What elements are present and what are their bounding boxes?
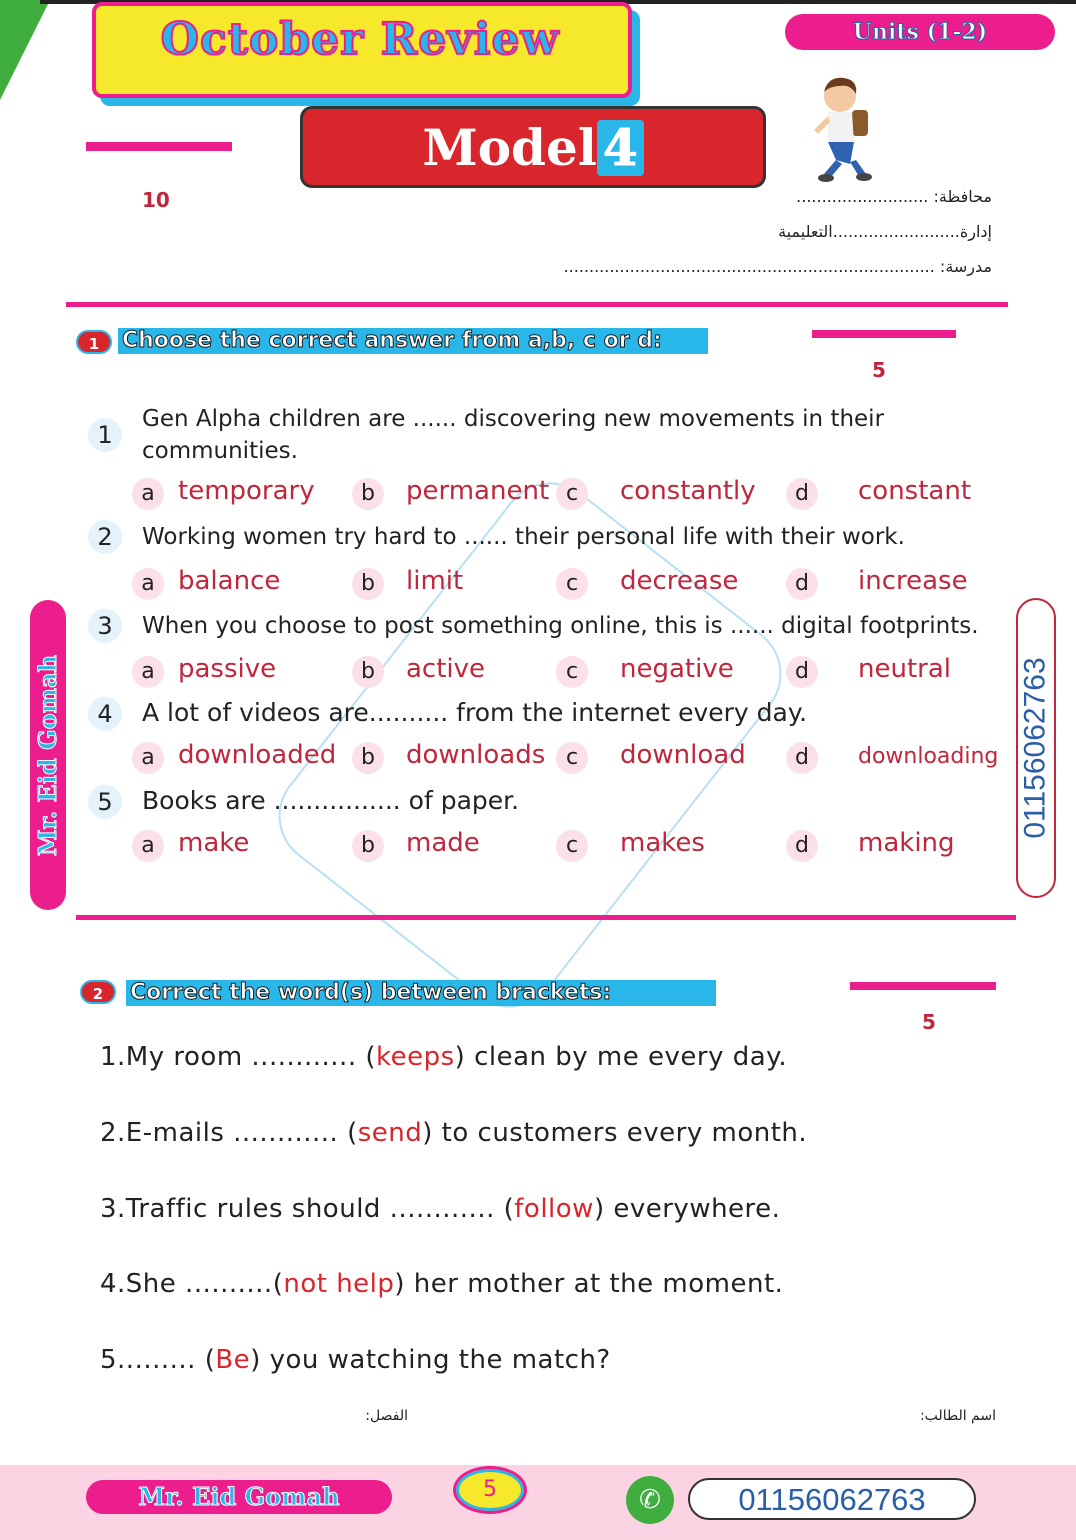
question-2-number: 2 (88, 520, 122, 554)
sentence-1-word: keeps (376, 1042, 455, 1072)
sentence-1 (100, 1042, 787, 1072)
q2-option-d-letter[interactable]: d (786, 568, 818, 600)
score-line-total (86, 142, 232, 151)
governorate-field[interactable]: محافظة: .......................... (796, 187, 992, 206)
q5-option-b-letter[interactable]: b (352, 830, 384, 862)
footer-phone-number: 01156062763 (688, 1478, 976, 1520)
side-phone-number: 01156062763 (1019, 657, 1052, 839)
sentence-4-end: ) her mother at the moment. (394, 1269, 784, 1299)
q5-option-c[interactable]: makes (620, 828, 705, 858)
sentence-4 (100, 1269, 783, 1299)
score-line-section-1 (812, 330, 956, 338)
section-2-number: 2 (80, 980, 116, 1004)
side-teacher-label (30, 600, 66, 910)
section-1-title: Choose the correct answer from a,b, c or d: (118, 328, 708, 354)
section-divider-top (66, 302, 1008, 307)
q3-option-a[interactable]: passive (178, 654, 277, 684)
q4-option-d[interactable]: downloading (858, 744, 999, 769)
q1-option-a-letter[interactable]: a (132, 478, 164, 510)
sentence-3 (100, 1194, 780, 1224)
question-1-text-cont: communities. (142, 438, 298, 464)
sentence-5 (100, 1345, 611, 1375)
question-3-number: 3 (88, 609, 122, 643)
q1-option-a[interactable]: temporary (178, 476, 315, 506)
q4-option-c-letter[interactable]: c (556, 742, 588, 774)
corner-triangle (0, 0, 50, 100)
page-number: 5 (453, 1466, 527, 1514)
student-name-label[interactable]: اسم الطالب: (919, 1408, 996, 1424)
q4-option-c[interactable]: download (620, 740, 746, 770)
model-banner (300, 106, 766, 188)
q2-option-b-letter[interactable]: b (352, 568, 384, 600)
q2-option-d[interactable]: increase (858, 566, 968, 596)
score-line-section-2 (850, 982, 996, 990)
units-badge: Units (1-2) (785, 14, 1055, 50)
sentence-3-end: ) everywhere. (593, 1194, 781, 1224)
total-score: 10 (142, 188, 170, 212)
sentence-1-end: ) clean by me every day. (454, 1042, 788, 1072)
q5-option-d-letter[interactable]: d (786, 830, 818, 862)
q4-option-b[interactable]: downloads (406, 740, 546, 770)
question-1-number: 1 (88, 418, 122, 452)
side-phone-box (1016, 598, 1056, 898)
q2-option-c[interactable]: decrease (620, 566, 739, 596)
q2-option-a-letter[interactable]: a (132, 568, 164, 600)
question-3-text: When you choose to post something online, this is ...... digital footprints. (142, 613, 979, 639)
q5-option-a[interactable]: make (178, 828, 250, 858)
section-2-score: 5 (922, 1010, 936, 1034)
sentence-4-word: not help (283, 1269, 395, 1299)
q3-option-d[interactable]: neutral (858, 654, 951, 684)
q1-option-d[interactable]: constant (858, 476, 972, 506)
page-title: October Review (160, 14, 560, 65)
administration-field[interactable]: إدارة.........................التعليمية (778, 222, 992, 241)
q1-option-b[interactable]: permanent (406, 476, 550, 506)
q4-option-d-letter[interactable]: d (786, 742, 818, 774)
question-4-text: A lot of videos are.......... from the internet every day. (142, 698, 808, 727)
question-5-number: 5 (88, 785, 122, 819)
q4-option-a-letter[interactable]: a (132, 742, 164, 774)
sentence-5-start: 5......... ( (100, 1345, 216, 1375)
q2-option-a[interactable]: balance (178, 566, 281, 596)
q5-option-d[interactable]: making (858, 828, 955, 858)
question-1-text: Gen Alpha children are ...... discovering new movements in their (142, 406, 885, 432)
q5-option-a-letter[interactable]: a (132, 830, 164, 862)
sentence-5-end: ) you watching the match? (250, 1345, 611, 1375)
question-5-text: Books are ................ of paper. (142, 786, 520, 815)
section-1-number: 1 (76, 330, 112, 354)
q1-option-d-letter[interactable]: d (786, 478, 818, 510)
model-number: 4 (597, 120, 644, 176)
q5-option-b[interactable]: made (406, 828, 480, 858)
q3-option-a-letter[interactable]: a (132, 656, 164, 688)
class-label[interactable]: الفصل: (365, 1408, 408, 1424)
side-teacher-name: Mr. Eid Gomah (33, 654, 63, 856)
sentence-2-end: ) to customers every month. (422, 1118, 808, 1148)
q2-option-c-letter[interactable]: c (556, 568, 588, 600)
q3-option-d-letter[interactable]: d (786, 656, 818, 688)
whatsapp-icon: ✆ (626, 1476, 674, 1524)
q4-option-a[interactable]: downloaded (178, 740, 337, 770)
q3-option-b-letter[interactable]: b (352, 656, 384, 688)
q2-option-b[interactable]: limit (406, 566, 464, 596)
sentence-3-word: follow (514, 1194, 594, 1224)
q4-option-b-letter[interactable]: b (352, 742, 384, 774)
q1-option-c[interactable]: constantly (620, 476, 756, 506)
sentence-3-start: 3.Traffic rules should ............ ( (100, 1194, 515, 1224)
footer-teacher-name: Mr. Eid Gomah (86, 1480, 392, 1514)
sentence-2-word: send (357, 1118, 423, 1148)
running-boy-illustration (806, 74, 876, 184)
q3-option-b[interactable]: active (406, 654, 486, 684)
q1-option-c-letter[interactable]: c (556, 478, 588, 510)
sentence-2 (100, 1118, 807, 1148)
model-label: Model (422, 118, 597, 177)
sentence-2-start: 2.E-mails ............ ( (100, 1118, 358, 1148)
section-2-title: Correct the word(s) between brackets: (126, 980, 716, 1006)
question-4-number: 4 (88, 697, 122, 731)
section-divider-middle (76, 915, 1016, 920)
school-field[interactable]: مدرسة: ......................................................................... (563, 257, 992, 276)
sentence-1-start: 1.My room ............ ( (100, 1042, 376, 1072)
sentence-5-word: Be (215, 1345, 251, 1375)
sentence-4-start: 4.She ..........( (100, 1269, 284, 1299)
question-2-text: Working women try hard to ...... their personal life with their work. (142, 524, 905, 550)
q3-option-c-letter[interactable]: c (556, 656, 588, 688)
q3-option-c[interactable]: negative (620, 654, 734, 684)
q1-option-b-letter[interactable]: b (352, 478, 384, 510)
q5-option-c-letter[interactable]: c (556, 830, 588, 862)
section-1-score: 5 (872, 358, 886, 382)
